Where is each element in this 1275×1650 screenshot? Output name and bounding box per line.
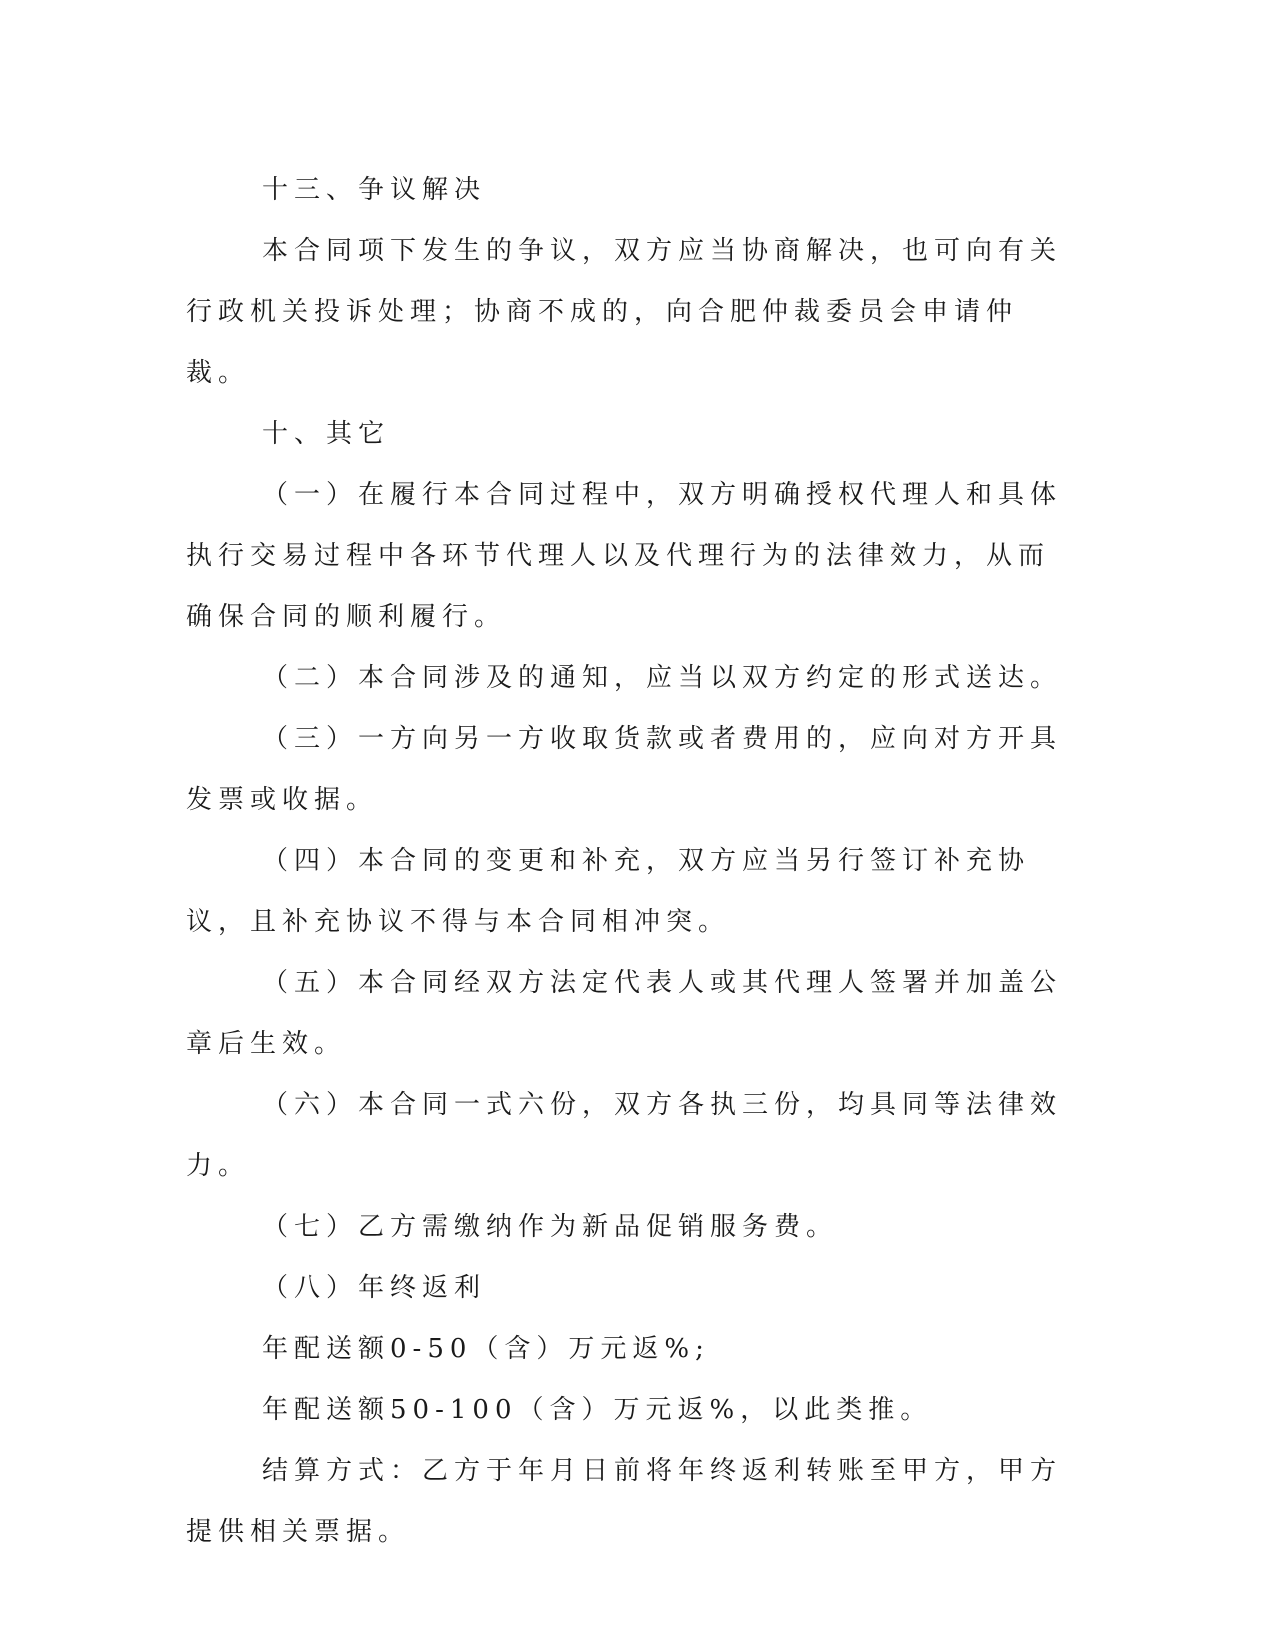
document-body [186, 160, 1066, 1563]
clause-3-invoice: （三）一方向另一方收取货款或者费用的，应向对方开具发票或收据。 [186, 724, 1063, 815]
clause-1-authorization: （一）在履行本合同过程中，双方明确授权代理人和具体执行交易过程中各环节代理人以及代理行为的法律效力，从而确保合同的顺利履行。 [186, 480, 1063, 632]
settlement-method: 结算方式：乙方于年月日前将年终返利转账至甲方，甲方提供相关票据。 [186, 1456, 1063, 1547]
clause-2-notice: （二）本合同涉及的通知，应当以双方约定的形式送达。 [262, 663, 1063, 693]
clause-8-year-end-rebate: （八）年终返利 [262, 1273, 487, 1303]
clause-6-copies: （六）本合同一式六份，双方各执三份，均具同等法律效力。 [186, 1090, 1063, 1181]
clause-5-effectiveness: （五）本合同经双方法定代表人或其代理人签署并加盖公章后生效。 [186, 968, 1063, 1059]
clause-7-promotion-fee: （七）乙方需缴纳作为新品促销服务费。 [262, 1212, 839, 1242]
section-heading-other: 十、其它 [262, 419, 391, 449]
clause-4-amendment: （四）本合同的变更和补充，双方应当另行签订补充协议，且补充协议不得与本合同相冲突。 [186, 846, 1031, 937]
section-heading-dispute: 十三、争议解决 [262, 175, 487, 205]
rebate-tier-2: 年配送额50-100（含）万元返%，以此类推。 [262, 1395, 933, 1425]
paragraph-dispute-resolution: 本合同项下发生的争议，双方应当协商解决，也可向有关行政机关投诉处理；协商不成的，向合肥仲裁委员会申请仲裁。 [186, 236, 1063, 388]
rebate-tier-1: 年配送额0-50（含）万元返%; [262, 1334, 710, 1364]
